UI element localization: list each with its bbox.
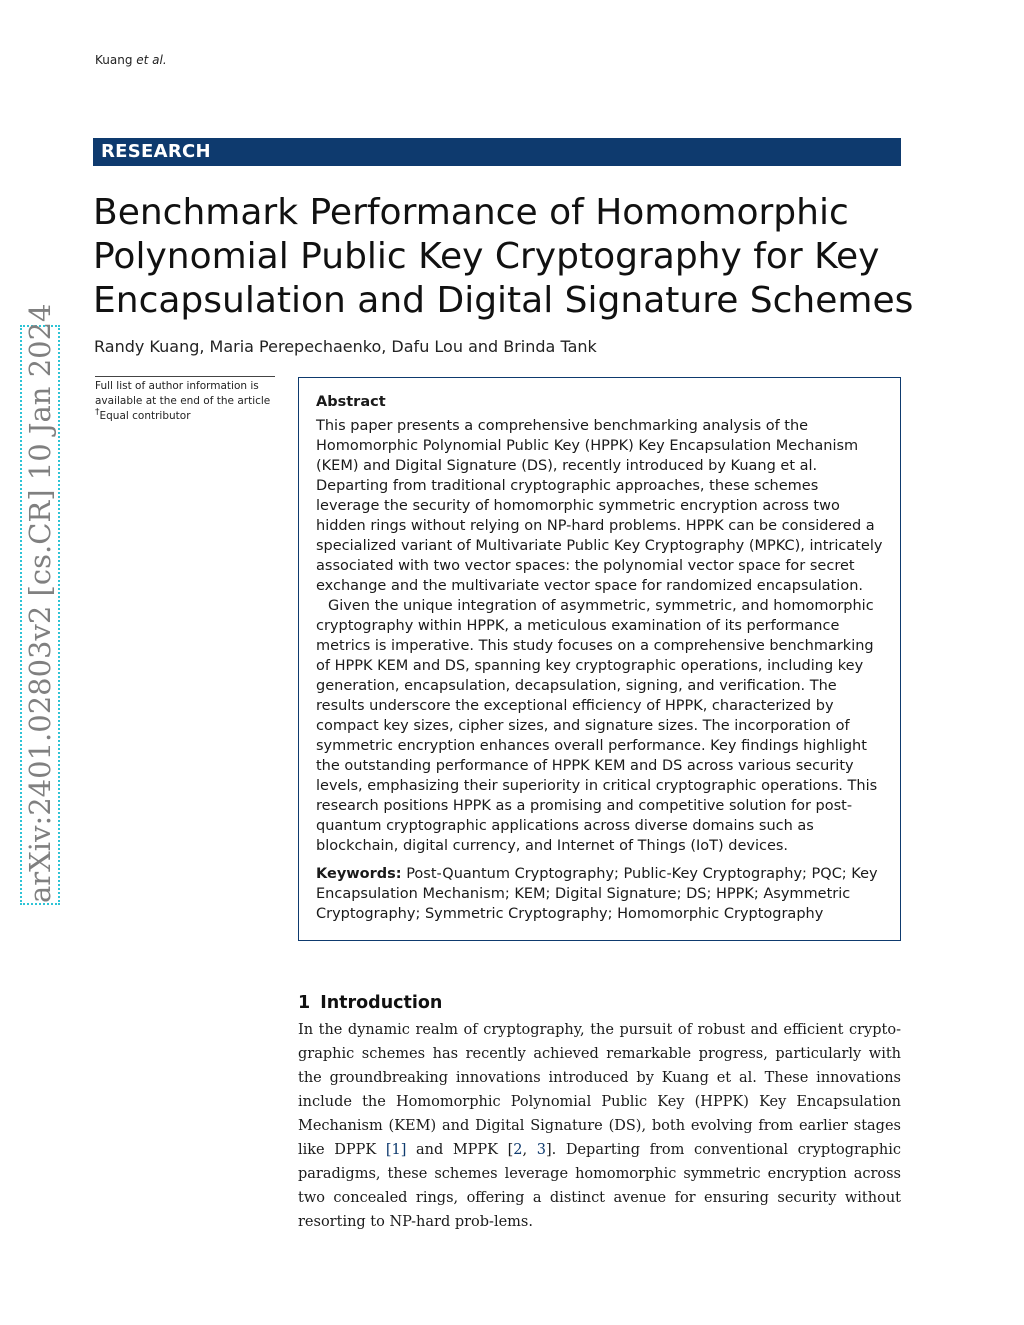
intro-text-c: , <box>522 1142 537 1158</box>
running-head-author: Kuang <box>95 53 133 67</box>
citation-link-3[interactable]: 3 <box>536 1142 546 1158</box>
intro-text-d: ]. Departing from conventional cryptographic paradigms, these schemes leverage homomorphic symmetric encryption across two concealed rings, offering a distinct avenue for ensuring security without resorting to NP-hard prob-lems. <box>298 1142 901 1230</box>
intro-text-b: and MPPK [ <box>406 1142 514 1158</box>
running-head <box>95 53 167 67</box>
section-title: Introduction <box>320 993 443 1013</box>
abstract-heading: Abstract <box>316 394 386 410</box>
abstract-paragraph-2: Given the unique integration of asymmetric, symmetric, and homomorphic cryptography within HPPK, a meticulous examination of its performance metrics is imperative. This study focuses on a comprehensive benchmarking of HPPK KEM and DS, spanning key cryptographic operations, including key generation, encapsulation, decapsulation, signing, and verification. The results underscore the exceptional efficiency of HPPK, characterized by compact key sizes, cipher sizes, and signature sizes. The incorporation of symmetric encryption enhances overall performance. Key findings highlight the outstanding performance of HPPK KEM and DS across various security levels, emphasizing their superiority in critical cryptographic operations. This research positions HPPK as a promising and competitive solution for post-quantum cryptographic applications across diverse domains such as blockchain, digital currency, and Internet of Things (IoT) devices. <box>316 598 878 854</box>
introduction-paragraph <box>298 1018 901 1234</box>
abstract-paragraph-1: This paper presents a comprehensive benchmarking analysis of the Homomorphic Polynomial Public Key (HPPK) Key Encapsulation Mechanism (KEM) and Digital Signature (DS), recently introduced by Kuang et al. Departing from traditional cryptographic approaches, these schemes leverage the security of homomorphic symmetric encryption across two hidden rings without relying on NP-hard problems. HPPK can be considered a specialized variant of Multivariate Public Key Cryptography (MPKC), intricately associated with two vector spaces: the polynomial vector space for secret exchange and the multivariate vector space for randomized encapsulation. <box>316 418 883 594</box>
arxiv-identifier-stamp: arXiv:2401.02803v2 [cs.CR] 10 Jan 2024 <box>20 325 60 905</box>
section-label-bar: RESEARCH <box>93 138 901 166</box>
running-head-etal: et al. <box>136 53 167 67</box>
section-number: 1 <box>298 993 311 1013</box>
citation-link-1[interactable]: [1] <box>385 1142 407 1158</box>
intro-text-a: In the dynamic realm of cryptography, the pursuit of robust and efficient crypto-graphic schemes has recently achieved remarkable progress, particularly with the groundbreaking innovations introduced by Kuang et al. These innovations include the Homomorphic Polynomial Public Key (HPPK) Key Encapsulation Mechanism (KEM) and Digital Signature (DS), both evolving from earlier stages like DPPK <box>298 1022 901 1158</box>
equal-contributor-note <box>95 409 275 424</box>
author-list: Randy Kuang, Maria Perepechaenko, Dafu Lou and Brinda Tank <box>94 337 597 356</box>
keywords <box>316 864 884 924</box>
abstract-box <box>298 377 901 941</box>
section-heading-introduction <box>298 993 442 1013</box>
author-info-note <box>95 376 275 424</box>
keywords-label: Keywords: <box>316 866 402 882</box>
paper-title: Benchmark Performance of Homomorphic Polynomial Public Key Cryptography for Key Encapsulation and Digital Signature Schemes <box>93 192 914 321</box>
equal-contributor-text: Equal contributor <box>99 410 191 422</box>
keywords-text: Post-Quantum Cryptography; Public-Key Cryptography; PQC; Key Encapsulation Mechanism; KEM; Digital Signature; DS; HPPK; Asymmetric Cryptography; Symmetric Cryptography; Homomorphic Cryptography <box>316 866 878 922</box>
dagger-symbol: † <box>95 407 100 418</box>
author-info-text: Full list of author information is available at the end of the article <box>95 380 271 407</box>
citation-link-2[interactable]: 2 <box>513 1142 523 1158</box>
